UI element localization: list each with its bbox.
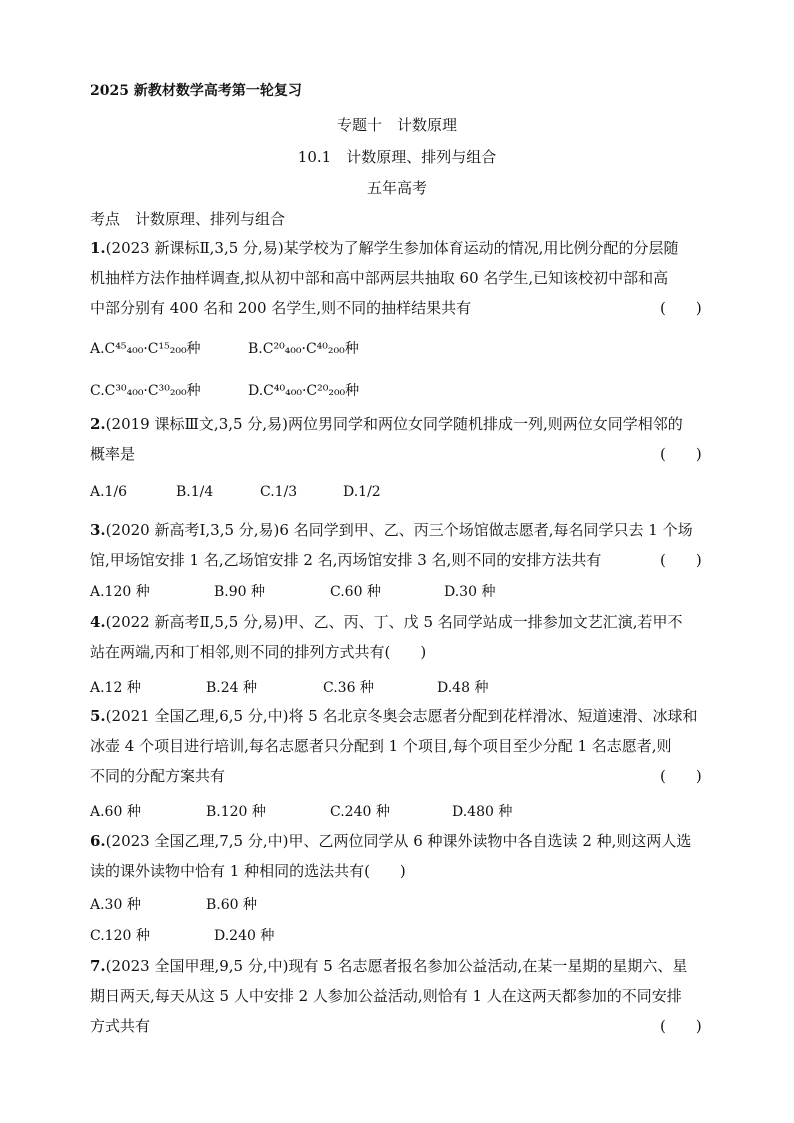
question-7-line-3	[90, 1011, 704, 1041]
option-a: A.1/6	[90, 484, 128, 500]
option-a: A.60 种	[90, 804, 141, 820]
option-a: A.30 种	[90, 897, 141, 913]
question-3-line-2	[90, 545, 704, 575]
answer-paren: ( )	[660, 445, 702, 463]
question-3-text-1: (2020 新高考Ⅰ,3,5 分,易)6 名同学到甲、乙、丙三个场馆做志愿者,每名同学只去 1 个场	[105, 521, 693, 539]
question-2-line-2	[90, 439, 704, 469]
question-1-number: 1.	[90, 239, 106, 257]
question-4-number: 4.	[90, 613, 106, 631]
subtopic-text: 10.1 计数原理、排列与组合	[297, 148, 497, 166]
option-a: A.C⁴⁵₄₀₀·C¹⁵₂₀₀种	[90, 341, 201, 357]
option-d: D.48 种	[437, 680, 489, 696]
option-b: B.60 种	[206, 897, 258, 913]
question-6-text-1: (2023 全国乙理,7,5 分,中)甲、乙两位同学从 6 种课外读物中各自选读 2 种,则这两人选	[105, 832, 692, 850]
option-c: C.240 种	[330, 804, 390, 820]
question-6	[90, 826, 704, 886]
question-1-text-1: (2023 新课标Ⅱ,3,5 分,易)某学校为了解学生参加体育运动的情况,用比例分配的分层随	[105, 239, 679, 257]
option-d: D.480 种	[452, 804, 513, 820]
question-2	[90, 409, 704, 469]
option-b: B.120 种	[206, 804, 266, 820]
question-2-line-1	[90, 409, 704, 439]
option-d: D.1/2	[343, 484, 381, 500]
question-5-number: 5.	[90, 707, 106, 725]
option-c: C.1/3	[260, 484, 298, 500]
question-7-text-3: 方式共有	[90, 1017, 151, 1035]
question-3	[90, 515, 704, 575]
answer-paren: ( )	[660, 299, 702, 317]
question-7-text-1: (2023 全国甲理,9,5 分,中)现有 5 名志愿者报名参加公益活动,在某一星期的星期六、星	[105, 957, 688, 975]
question-5-line-1	[90, 701, 704, 731]
option-b: B.90 种	[214, 584, 266, 600]
option-a: A.12 种	[90, 680, 141, 696]
option-b: B.1/4	[176, 484, 214, 500]
question-5-text-3: 不同的分配方案共有	[90, 767, 226, 785]
question-3-number: 3.	[90, 521, 106, 539]
question-7-line-1	[90, 951, 704, 981]
question-5-line-3	[90, 761, 704, 791]
question-6-line-1	[90, 826, 704, 856]
question-2-number: 2.	[90, 415, 106, 433]
question-2-text-2: 概率是	[90, 445, 136, 463]
question-7	[90, 951, 704, 1041]
question-3-line-1	[90, 515, 704, 545]
topic-title: 专题十 计数原理	[336, 116, 457, 134]
question-1-line-1	[90, 233, 704, 263]
question-1-text-3: 中部分别有 400 名和 200 名学生,则不同的抽样结果共有	[90, 299, 472, 317]
section-subtitle: 五年高考	[366, 179, 427, 197]
question-6-number: 6.	[90, 832, 106, 850]
subtopic-title	[0, 146, 794, 167]
question-7-line-2: 期日两天,每天从这 5 人中安排 2 人参加公益活动,则恰有 1 人在这两天都参加的不同安排	[90, 987, 682, 1005]
question-2-text-1: (2019 课标Ⅲ文,3,5 分,易)两位男同学和两位女同学随机排成一列,则两位女同学相邻的	[105, 415, 683, 433]
question-5-line-2: 冰壶 4 个项目进行培训,每名志愿者只分配到 1 个项目,每个项目至少分配 1 名志愿者,则	[90, 737, 672, 755]
option-c: C.60 种	[330, 584, 381, 600]
question-4	[90, 607, 704, 667]
document-header: 2025 新教材数学高考第一轮复习	[90, 83, 302, 99]
question-1-line-3	[90, 293, 704, 323]
option-b: B.24 种	[206, 680, 258, 696]
option-d: D.30 种	[444, 584, 496, 600]
question-1-line-2: 机抽样方法作抽样调查,拟从初中部和高中部两层共抽取 60 名学生,已知该校初中部和高	[90, 269, 669, 287]
option-d: D.240 种	[214, 928, 275, 944]
answer-paren: ( )	[660, 767, 702, 785]
answer-paren: ( )	[660, 551, 702, 569]
option-a: A.120 种	[90, 584, 150, 600]
question-4-line-1	[90, 607, 704, 637]
option-c: C.36 种	[323, 680, 374, 696]
section-heading: 考点 计数原理、排列与组合	[90, 210, 286, 228]
option-b: B.C²⁰₄₀₀·C⁴⁰₂₀₀种	[248, 341, 359, 357]
option-d: D.C⁴⁰₄₀₀·C²⁰₂₀₀种	[248, 383, 360, 399]
answer-paren: ( )	[660, 1017, 702, 1035]
question-5	[90, 701, 704, 791]
question-4-line-2: 站在两端,丙和丁相邻,则不同的排列方式共有( )	[90, 643, 427, 661]
question-6-line-2: 读的课外读物中恰有 1 种相同的选法共有( )	[90, 862, 406, 880]
option-c: C.120 种	[90, 928, 150, 944]
question-4-text-1: (2022 新高考Ⅱ,5,5 分,易)甲、乙、丙、丁、戊 5 名同学站成一排参加文艺汇演,若甲不	[105, 613, 683, 631]
question-5-text-1: (2021 全国乙理,6,5 分,中)将 5 名北京冬奥会志愿者分配到花样滑冰、短道速滑、冰球和	[105, 707, 698, 725]
question-1	[90, 233, 704, 323]
question-7-number: 7.	[90, 957, 106, 975]
option-c: C.C³⁰₄₀₀·C³⁰₂₀₀种	[90, 383, 201, 399]
question-3-text-2: 馆,甲场馆安排 1 名,乙场馆安排 2 名,丙场馆安排 3 名,则不同的安排方法共有	[90, 551, 602, 569]
